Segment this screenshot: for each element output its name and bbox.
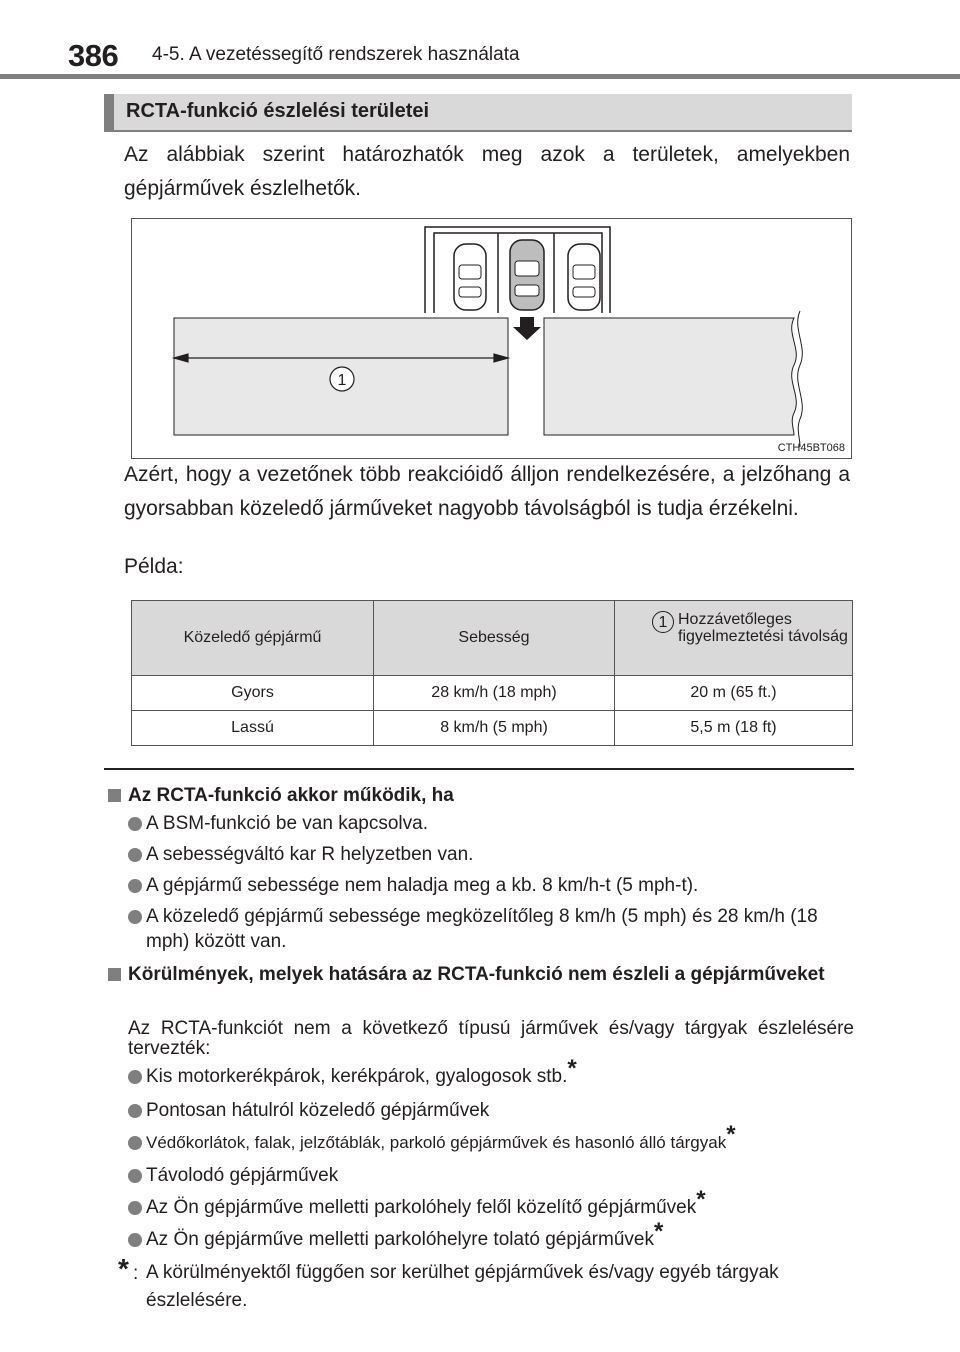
parked-car-left xyxy=(454,244,486,310)
asterisk-mark: * xyxy=(567,1055,577,1082)
not-detected-item xyxy=(146,1055,577,1089)
operates-heading: Az RCTA-funkció akkor működik, ha xyxy=(128,785,454,806)
table-header-row xyxy=(132,601,853,676)
not-detected-item-text: Kis motorkerékpárok, kerékpárok, gyalogosok stb. xyxy=(146,1066,568,1087)
section-heading-bar xyxy=(104,94,114,132)
operates-item: A gépjármű sebessége nem haladja meg a kb. 8 km/h-t (5 mph-t). xyxy=(146,875,699,896)
bullet-icon xyxy=(128,1136,142,1150)
bullet-icon xyxy=(128,817,142,831)
table-row xyxy=(132,676,853,711)
bullet-icon xyxy=(128,1070,142,1084)
parked-car-right xyxy=(568,244,600,310)
table-row xyxy=(132,711,853,746)
not-detected-item: Távolodó gépjárművek xyxy=(146,1165,339,1186)
distance-table xyxy=(131,600,853,746)
not-detected-item xyxy=(146,1121,736,1155)
header-rule xyxy=(0,74,960,79)
header-callout: 1 xyxy=(652,611,674,633)
footnote-text: A körülményektől függően sor kerülhet gépjárművek és/vagy egyéb tárgyak észlelésére. xyxy=(146,1262,779,1311)
detection-area-diagram xyxy=(131,218,852,459)
reaction-time-paragraph: Azért, hogy a vezetőnek több reakcióidő álljon rendelkezésére, a jelzőhang a gyorsabban közeledő járműveket nagyobb távolságból is tudja érzékelni. xyxy=(124,463,850,520)
own-car xyxy=(510,240,544,310)
not-detected-intro: Az RCTA-funkciót nem a következő típusú járművek és/vagy tárgyak észlelésére tervezték: xyxy=(128,1018,854,1059)
not-detected-item xyxy=(146,1186,706,1220)
subheading-square-icon xyxy=(108,968,121,981)
right-detection-area xyxy=(544,318,796,435)
example-label: Példa: xyxy=(124,555,184,578)
footnote-separator: : xyxy=(133,1263,139,1284)
header-speed: Sebesség xyxy=(374,601,615,676)
row-slow-distance: 5,5 m (18 ft) xyxy=(615,711,853,746)
operates-item: A közeledő gépjármű sebessége megközelítőleg 8 km/h (5 mph) és 28 km/h (18 mph) között van. xyxy=(146,906,818,952)
footnote-mark: * xyxy=(118,1253,129,1284)
section-heading xyxy=(104,94,852,132)
not-detected-item-text: Az Ön gépjárműve melletti parkolóhely felől közelítő gépjárművek xyxy=(146,1197,697,1218)
bullet-icon xyxy=(128,1233,142,1247)
not-detected-item xyxy=(146,1218,664,1252)
diagram-illustration xyxy=(132,219,853,460)
bullet-icon xyxy=(128,1201,142,1215)
row-fast-vehicle: Gyors xyxy=(132,676,374,711)
operates-item: A sebességváltó kar R helyzetben van. xyxy=(146,844,474,865)
section-divider xyxy=(104,768,854,770)
section-heading-text: RCTA-funkció észlelési területei xyxy=(126,100,430,122)
row-slow-vehicle: Lassú xyxy=(132,711,374,746)
header-vehicle: Közeledő gépjármű xyxy=(132,601,374,676)
not-detected-heading: Körülmények, melyek hatására az RCTA-funkció nem észleli a gépjárműveket xyxy=(128,964,825,985)
break-line xyxy=(798,311,803,447)
row-fast-speed: 28 km/h (18 mph) xyxy=(374,676,615,711)
bullet-icon xyxy=(128,879,142,893)
row-slow-speed: 8 km/h (5 mph) xyxy=(374,711,615,746)
asterisk-mark: * xyxy=(726,1121,736,1148)
diagram-code: CTH45BT068 xyxy=(777,442,845,454)
header-distance-label: Hozzávetőleges figyelmeztetési távolság xyxy=(678,611,848,645)
intro-paragraph: Az alábbiak szerint határozhatók meg azok a területek, amelyekben gépjárművek észlelhetők. xyxy=(124,143,850,200)
operates-item: A BSM-funkció be van kapcsolva. xyxy=(146,813,428,834)
bullet-icon xyxy=(128,910,142,924)
bullet-icon xyxy=(128,1104,142,1118)
reverse-arrow xyxy=(513,317,541,340)
not-detected-item-text: Védőkorlátok, falak, jelzőtáblák, parkoló gépjárművek és hasonló álló tárgyak xyxy=(146,1133,727,1152)
header-distance xyxy=(615,601,853,676)
callout-number: 1 xyxy=(337,372,347,389)
not-detected-item: Pontosan hátulról közeledő gépjárművek xyxy=(146,1100,490,1121)
row-fast-distance: 20 m (65 ft.) xyxy=(615,676,853,711)
subheading-square-icon xyxy=(108,789,121,802)
asterisk-mark: * xyxy=(696,1186,706,1213)
page-number: 386 xyxy=(68,38,119,73)
chapter-title: 4-5. A vezetéssegítő rendszerek használata xyxy=(152,44,520,65)
not-detected-item-text: Az Ön gépjárműve melletti parkolóhelyre tolató gépjárművek xyxy=(146,1229,654,1250)
asterisk-mark: * xyxy=(653,1218,664,1245)
bullet-icon xyxy=(128,848,142,862)
bullet-icon xyxy=(128,1169,142,1183)
